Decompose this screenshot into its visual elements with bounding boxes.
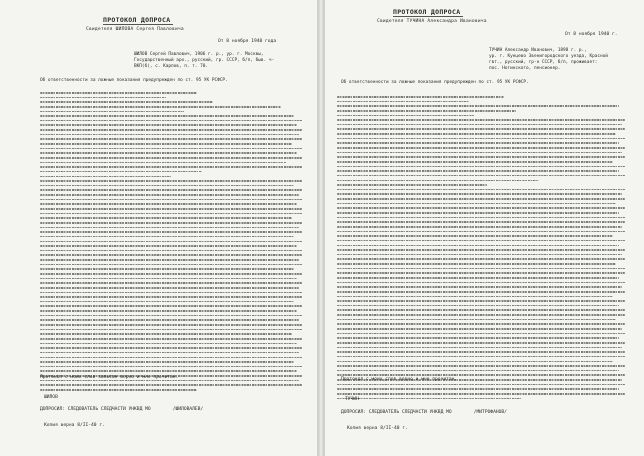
text-line (337, 240, 625, 242)
text-line (40, 138, 302, 140)
text-line (337, 128, 625, 130)
text-line (40, 120, 302, 122)
right-protocol-title: ПРОТОКОЛ ДОПРОСА (393, 8, 461, 16)
text-line (337, 110, 516, 112)
text-line (337, 198, 625, 200)
text-line (40, 194, 299, 196)
text-line (40, 115, 294, 117)
text-line (337, 231, 625, 233)
text-line (337, 309, 625, 311)
text-line (337, 291, 625, 293)
text-line (40, 157, 302, 159)
text-line (40, 319, 299, 321)
text-line (40, 273, 302, 275)
text-line (337, 305, 619, 307)
text-line (337, 398, 521, 400)
text-line (40, 384, 302, 386)
text-line (40, 143, 292, 145)
text-line (40, 361, 294, 363)
text-line (337, 189, 625, 191)
left-protocol-title: ПРОТОКОЛ ДОПРОСА (103, 16, 171, 24)
text-line (40, 111, 184, 113)
text-line (40, 250, 302, 252)
left-document-page (0, 0, 318, 456)
text-line (337, 351, 625, 353)
text-line (337, 119, 625, 121)
text-line (40, 176, 171, 178)
text-line (40, 343, 297, 345)
right-document-page (324, 0, 644, 456)
text-line (40, 347, 302, 349)
text-line (337, 286, 622, 288)
right-title-underline (393, 16, 463, 17)
text-line (337, 161, 613, 163)
right-witness-subtitle: Свидетеля ТУЧИНА Александра Ивановича (377, 19, 487, 24)
text-line (40, 259, 299, 261)
text-line (40, 292, 302, 294)
left-interrogator-line: ДОПРОСИЛ: СЛЕДОВАТЕЛЬ СЛЕДЧАСТИ УНКВД МО /ШИЛОВАЛЕВ/ (40, 407, 204, 412)
text-line (40, 366, 302, 368)
text-line (337, 133, 616, 135)
text-line (337, 249, 625, 251)
text-line (337, 142, 619, 144)
right-closing-statement: Протокол с моих слов верно и мне прочитан. (341, 377, 458, 382)
left-copy-note: Копия верна 8/II-40 г. (44, 423, 105, 428)
text-line (337, 314, 625, 316)
text-line (40, 148, 302, 150)
text-line (337, 272, 625, 274)
text-line (40, 254, 302, 256)
right-testimony-text (337, 96, 625, 402)
text-line (337, 212, 619, 214)
text-line (40, 268, 294, 270)
left-perjury-warning: Об ответственности за ложные показания предупрежден по ст. 95 УК РСФСР. (40, 78, 228, 83)
text-line (337, 180, 539, 182)
text-line (337, 337, 619, 339)
text-line (40, 208, 302, 210)
text-line (40, 166, 302, 168)
text-line (337, 277, 619, 279)
text-line (337, 101, 469, 103)
text-line (40, 357, 302, 359)
right-copy-note: Копия верна 8/II-40 г. (347, 426, 408, 431)
text-line (40, 227, 299, 229)
text-line (40, 185, 294, 187)
text-line (40, 213, 302, 215)
text-line (337, 384, 625, 386)
text-line (40, 180, 302, 182)
text-line (337, 370, 619, 372)
text-line (40, 92, 197, 94)
text-line (337, 361, 613, 363)
text-line (337, 263, 616, 265)
text-line (337, 333, 625, 335)
left-person-info: ШИЛОВ Сергей Павлович, 1906 г. р., ур. г. Москвы, Государственный арх., русский, гр. СССР, б/п, быв. ч- ВКП(б), с. Карпов, п. т. 70. (134, 52, 275, 69)
text-line (40, 152, 297, 154)
text-line (40, 222, 302, 224)
text-line (337, 258, 625, 260)
text-line (40, 171, 202, 173)
text-line (40, 134, 299, 136)
text-line (40, 101, 213, 103)
text-line (40, 305, 302, 307)
text-line (337, 147, 625, 149)
text-line (337, 115, 475, 117)
text-line (40, 315, 302, 317)
text-line (40, 264, 302, 266)
right-person-info: ТУЧИН Александр Иванович, 1898 г. р., ур. г. Кунцево Звенигородского уезда, Красной гвт., русский, гр-н СССР, б/п, проживает: пос. Ногинского, пенсионер. (489, 48, 608, 71)
text-line (337, 342, 625, 344)
text-line (337, 268, 625, 270)
text-line (337, 388, 619, 390)
text-line (337, 203, 616, 205)
right-perjury-warning: Об ответственности за ложные показания предупрежден по ст. 95 УК РСФСР. (341, 80, 529, 85)
text-line (337, 356, 625, 358)
text-line (337, 235, 613, 237)
text-line (337, 207, 625, 209)
text-line (337, 96, 504, 98)
text-line (337, 193, 622, 195)
text-line (40, 199, 302, 201)
text-line (337, 282, 625, 284)
text-line (337, 226, 622, 228)
text-line (337, 323, 625, 325)
text-line (337, 156, 625, 158)
text-line (40, 231, 302, 233)
right-signature-name: ТУЧИН (345, 397, 359, 402)
text-line (337, 328, 622, 330)
text-line (40, 287, 299, 289)
text-line (40, 245, 297, 247)
text-line (337, 365, 625, 367)
left-signature-name: ШИЛОВ (44, 395, 58, 400)
text-line (337, 319, 616, 321)
text-line (40, 162, 286, 164)
text-line (337, 138, 625, 140)
text-line (337, 347, 622, 349)
text-line (40, 217, 292, 219)
text-line (40, 189, 302, 191)
text-line (337, 393, 625, 395)
text-line (337, 184, 487, 186)
text-line (40, 352, 299, 354)
text-line (40, 278, 297, 280)
left-witness-subtitle: Свидетеля ШИЛОВА Сергея Павловича (86, 27, 184, 32)
text-line (40, 106, 281, 108)
text-line (40, 282, 302, 284)
text-line (337, 105, 619, 107)
text-line (337, 254, 622, 256)
text-line (40, 236, 294, 238)
text-line (40, 124, 297, 126)
text-line (337, 124, 622, 126)
text-line (337, 245, 619, 247)
left-title-underline (103, 24, 173, 25)
left-date: От 8 ноября 1940 года (218, 39, 277, 44)
text-line (40, 241, 302, 243)
text-line (337, 217, 625, 219)
text-line (40, 310, 297, 312)
text-line (337, 170, 619, 172)
right-interrogator-line: ДОПРОСИЛ: СЛЕДОВАТЕЛЬ СЛЕДЧАСТИ УНКВД МО /МИТРОФАНОВ/ (341, 410, 507, 415)
text-line (40, 203, 297, 205)
text-line (40, 301, 294, 303)
text-line (337, 296, 613, 298)
text-line (337, 175, 625, 177)
text-line (337, 166, 625, 168)
text-line (40, 333, 292, 335)
text-line (40, 329, 302, 331)
left-closing-statement: Протокол с моих слов записан верно и мне прочитан. (40, 375, 179, 380)
text-line (337, 152, 622, 154)
right-date: От 8 ноября 1940 г. (565, 32, 618, 37)
text-line (40, 129, 302, 131)
text-line (40, 370, 297, 372)
left-testimony-text (40, 92, 302, 394)
text-line (40, 338, 302, 340)
text-line (40, 389, 197, 391)
text-line (337, 374, 625, 376)
text-line (40, 97, 166, 99)
text-line (337, 300, 625, 302)
text-line (40, 296, 302, 298)
text-line (40, 324, 302, 326)
text-line (337, 221, 625, 223)
